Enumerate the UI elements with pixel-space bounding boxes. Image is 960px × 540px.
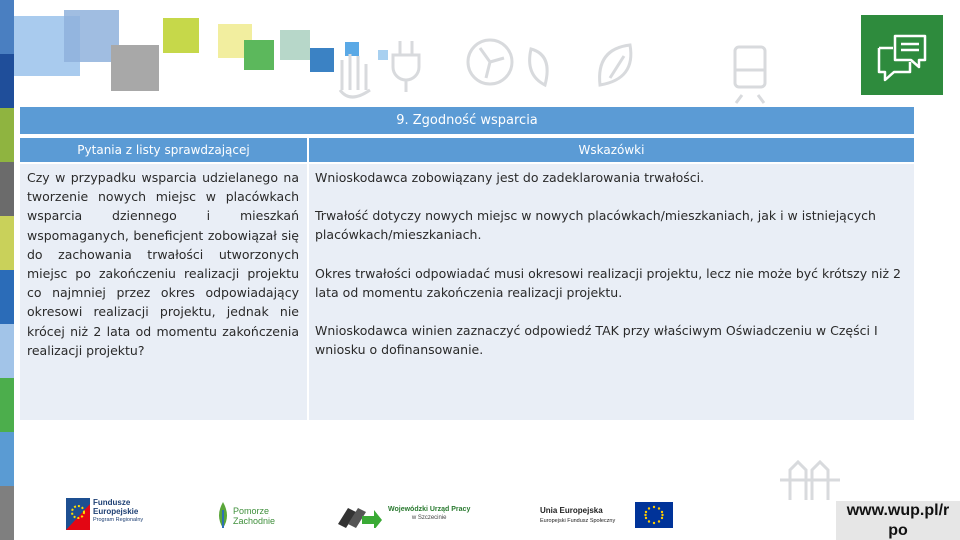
question-cell	[20, 164, 307, 420]
wup-line1: Wojewódzki Urząd Pracy	[388, 506, 471, 513]
fe-line3: Program Regionalny	[93, 517, 144, 523]
wup-emblem-icon	[336, 502, 382, 528]
chat-bubbles-icon	[861, 15, 943, 95]
column-header-hints: Wskazówki	[309, 138, 914, 162]
unia-europejska-logo	[540, 502, 675, 530]
left-color-strip	[0, 0, 14, 540]
hint-paragraph: Trwałość dotyczy nowych miejsc w nowych placówkach/mieszkaniach, jak i w istniejących placówkach/mieszkaniach.	[315, 208, 876, 243]
fence-icon	[780, 462, 840, 500]
question-text: Czy w przypadku wsparcia udzielanego na tworzenie nowych miejsc w placówkach wsparcia dziennego i mieszkań wspomaganych, beneficjent zobowiązał się do zachowania trwałości utworzonych miejsc po zakończeniu realizacji projektu co najmniej przez okres odpowiadający okresowi realizacji projektu, jednak nie krócej niż 2 lata od momentu zakończenia realizacji projektu?	[27, 170, 299, 358]
pomorze-line1: Pomorze	[233, 506, 270, 516]
hint-paragraph: Wnioskodawca zobowiązany jest do zadeklarowania trwałości.	[315, 170, 705, 185]
pomorze-line2: Zachodnie	[233, 516, 276, 526]
table-title: 9. Zgodność wsparcia	[20, 107, 914, 134]
fe-emblem-icon	[66, 494, 90, 530]
wup-logo	[336, 502, 486, 530]
website-url-link[interactable]	[836, 501, 960, 540]
hints-cell	[309, 164, 914, 420]
electric-plug-icon	[393, 41, 419, 92]
ue-line1: Unia Europejska	[540, 506, 603, 515]
leaf-icon	[530, 45, 631, 85]
hint-paragraph: Wnioskodawca winien zaznaczyć odpowiedź TAK przy właściwym Oświadczeniu w Części I wniosku o dofinansowanie.	[315, 323, 878, 358]
column-header-questions: Pytania z listy sprawdzającej	[20, 138, 307, 162]
eu-flag-icon	[635, 502, 673, 528]
wup-line2: w Szczecinie	[411, 515, 447, 521]
fe-line2: Europejskie	[93, 507, 139, 516]
fe-line1: Fundusze	[93, 498, 131, 507]
train-icon	[735, 47, 765, 103]
pomorze-leaf-icon	[215, 500, 231, 530]
pomorze-zachodnie-logo	[215, 500, 285, 530]
hint-paragraph: Okres trwałości odpowiadać musi okresowi realizacji projektu, lecz nie może być krótszy niż 2 lata od momentu zakończenia realizacji projektu.	[315, 265, 901, 300]
website-url-text: www.wup.pl/r po	[846, 502, 950, 539]
ue-line2: Europejski Fundusz Społeczny	[540, 518, 616, 524]
hand-icon	[340, 54, 370, 97]
chat-icon-box	[861, 15, 943, 95]
wind-turbine-icon	[468, 40, 512, 84]
fundusze-europejskie-logo	[66, 494, 156, 530]
